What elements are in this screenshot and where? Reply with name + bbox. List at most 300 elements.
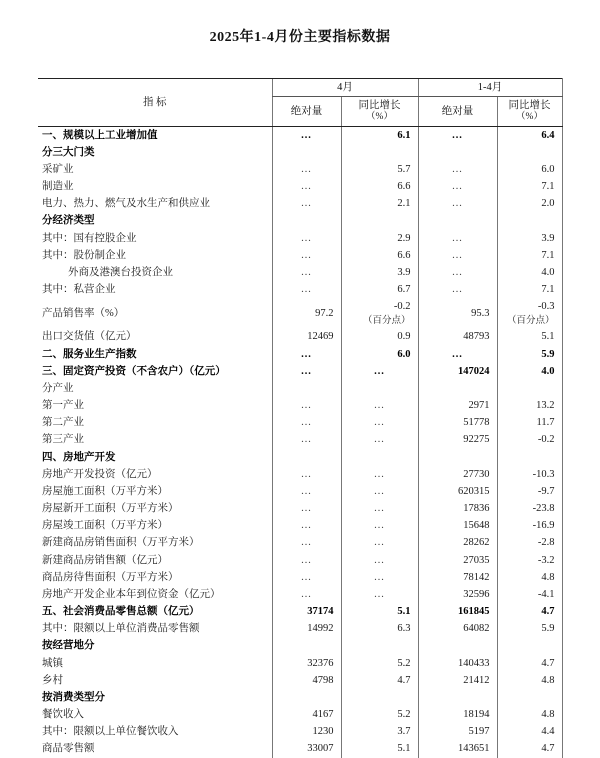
cell-cumulative-absolute [418, 449, 497, 466]
cell-cumulative-growth [497, 179, 562, 196]
cell-cumulative-growth [497, 449, 562, 466]
cell-cumulative-absolute [418, 741, 497, 758]
cell-month-absolute [272, 282, 341, 299]
cell-month-growth-value: 3.9 [397, 267, 411, 278]
cell-cumulative-growth [497, 415, 562, 432]
cell-month-growth [341, 518, 418, 535]
cell-month-growth [341, 672, 418, 689]
cell-month-growth [341, 741, 418, 758]
cell-cumulative-growth-value: 5.9 [541, 623, 555, 635]
cell-cumulative-growth-value: 6.0 [541, 163, 555, 175]
cell-month-growth-value: … [373, 588, 386, 600]
cell-month-absolute-value: 4167 [312, 709, 334, 721]
cell-cumulative-growth-value: 11.7 [536, 417, 555, 429]
cell-month-growth-value: … [373, 400, 386, 412]
column-header-growth-cumulative-unit: （%） [516, 112, 543, 123]
cell-month-absolute-value: 37174 [307, 606, 334, 618]
cell-month-absolute-value: … [300, 571, 313, 583]
cell-cumulative-growth [497, 230, 562, 247]
cell-month-absolute-value: … [300, 485, 313, 497]
table-row [38, 604, 562, 621]
table-row [38, 501, 562, 518]
cell-month-absolute-value: 4798 [312, 674, 334, 686]
cell-cumulative-absolute-value: … [451, 198, 464, 210]
cell-cumulative-absolute [418, 672, 497, 689]
cell-cumulative-growth-value: 4.0 [541, 267, 555, 278]
cell-cumulative-growth [497, 501, 562, 518]
cell-month-absolute [272, 398, 341, 415]
header-group-row [38, 79, 562, 97]
cell-month-growth-value: 5.2 [397, 657, 411, 669]
cell-cumulative-absolute [418, 518, 497, 535]
cell-cumulative-growth [497, 363, 562, 380]
cell-cumulative-absolute-value: 92275 [463, 434, 490, 446]
statistics-table-container [38, 78, 562, 758]
row-label: 乡村 [42, 674, 63, 686]
cell-month-absolute [272, 535, 341, 552]
cell-cumulative-growth [497, 724, 562, 741]
cell-cumulative-absolute [418, 689, 497, 706]
cell-cumulative-absolute [418, 144, 497, 161]
cell-cumulative-absolute [418, 247, 497, 264]
cell-cumulative-growth-value: 4.8 [541, 709, 555, 721]
cell-month-absolute-value: … [300, 434, 313, 446]
cell-month-absolute [272, 518, 341, 535]
column-header-growth-month [341, 97, 418, 127]
cell-month-growth [341, 282, 418, 299]
cell-cumulative-growth [497, 213, 562, 230]
cell-month-growth-value: … [373, 468, 386, 480]
cell-month-growth [341, 483, 418, 500]
cell-month-absolute-value: 33007 [307, 743, 334, 755]
row-label: 商品零售额 [42, 743, 95, 755]
cell-month-absolute-value: … [300, 554, 313, 566]
cell-cumulative-growth [497, 672, 562, 689]
cell-cumulative-absolute-value: 147024 [458, 365, 490, 377]
cell-cumulative-growth [497, 329, 562, 346]
cell-cumulative-growth [497, 569, 562, 586]
cell-cumulative-absolute [418, 161, 497, 178]
row-label: 四、房地产开发 [42, 451, 116, 463]
cell-cumulative-growth-value: 7.1 [541, 181, 555, 193]
row-label: 其中：私营企业 [42, 284, 116, 296]
cell-month-absolute [272, 586, 341, 603]
row-label: 城镇 [42, 657, 63, 669]
cell-month-growth-value: 6.7 [397, 284, 411, 296]
cell-month-absolute [272, 655, 341, 672]
cell-month-growth [341, 707, 418, 724]
row-label: 采矿业 [42, 163, 74, 175]
cell-cumulative-growth [497, 127, 562, 145]
cell-cumulative-growth-value: 6.4 [541, 129, 555, 141]
cell-cumulative-growth [497, 518, 562, 535]
cell-month-growth [341, 213, 418, 230]
cell-month-growth [341, 161, 418, 178]
cell-month-growth [341, 144, 418, 161]
cell-cumulative-absolute [418, 586, 497, 603]
cell-cumulative-absolute [418, 282, 497, 299]
cell-month-absolute-value: … [300, 348, 313, 360]
row-label: 房地产开发企业本年到位资金（亿元） [42, 588, 221, 600]
cell-cumulative-absolute [418, 604, 497, 621]
cell-cumulative-absolute-value: … [451, 129, 464, 141]
row-label: 其中：限额以上单位餐饮收入 [42, 726, 179, 738]
table-row [38, 569, 562, 586]
cell-month-growth-value: … [373, 503, 386, 515]
cell-cumulative-growth-unit: （百分点） [506, 315, 555, 326]
cell-month-growth [341, 535, 418, 552]
cell-month-growth-value: … [373, 571, 386, 583]
cell-month-absolute [272, 247, 341, 264]
cell-cumulative-absolute-value: 620315 [458, 485, 490, 497]
row-label: 新建商品房销售额（亿元） [42, 554, 168, 566]
table-row [38, 346, 562, 363]
row-label: 房屋竣工面积（万平方米） [42, 520, 168, 532]
cell-cumulative-absolute [418, 501, 497, 518]
table-row [38, 638, 562, 655]
column-header-absolute-cumulative [418, 97, 497, 127]
cell-month-growth [341, 363, 418, 380]
cell-cumulative-growth [497, 346, 562, 363]
cell-month-absolute-value: 1230 [312, 726, 334, 738]
cell-month-growth-value: 0.9 [397, 331, 411, 343]
cell-month-absolute [272, 432, 341, 449]
cell-cumulative-absolute-value: 27730 [463, 468, 490, 480]
cell-cumulative-absolute [418, 552, 497, 569]
cell-month-growth-value: 2.9 [397, 232, 411, 244]
cell-month-absolute-value: 12469 [307, 331, 334, 343]
cell-cumulative-absolute-value: 5197 [468, 726, 490, 738]
cell-month-absolute [272, 265, 341, 282]
cell-month-growth [341, 380, 418, 397]
table-row [38, 380, 562, 397]
table-row [38, 449, 562, 466]
cell-month-growth-unit: （百分点） [362, 315, 411, 326]
cell-month-growth-value: 4.7 [397, 674, 411, 686]
cell-cumulative-absolute-value: 27035 [463, 554, 490, 566]
cell-cumulative-growth-value: 4.0 [541, 365, 555, 377]
cell-cumulative-growth [497, 282, 562, 299]
cell-cumulative-absolute [418, 655, 497, 672]
row-label: 外商及港澳台投资企业 [68, 267, 173, 278]
cell-cumulative-growth-value: -0.3 [537, 301, 555, 313]
cell-cumulative-growth-value: 4.8 [541, 674, 555, 686]
cell-month-absolute [272, 689, 341, 706]
cell-cumulative-growth-value: -10.3 [532, 468, 555, 480]
cell-month-absolute [272, 604, 341, 621]
cell-cumulative-growth [497, 247, 562, 264]
cell-cumulative-absolute [418, 707, 497, 724]
cell-cumulative-absolute [418, 724, 497, 741]
cell-cumulative-growth [497, 638, 562, 655]
row-label: 新建商品房销售面积（万平方米） [42, 537, 200, 549]
table-body [38, 127, 562, 758]
table-row [38, 741, 562, 758]
table-row [38, 179, 562, 196]
cell-cumulative-growth [497, 552, 562, 569]
cell-month-growth-value: 5.7 [397, 163, 411, 175]
cell-month-absolute-value: … [300, 520, 313, 532]
cell-cumulative-growth [497, 586, 562, 603]
cell-month-growth [341, 449, 418, 466]
table-row [38, 127, 562, 145]
cell-cumulative-growth-value: -3.2 [537, 554, 555, 566]
column-header-indicator: 指 标 [38, 79, 272, 127]
table-row [38, 552, 562, 569]
cell-month-growth-value: … [373, 537, 386, 549]
table-row [38, 299, 562, 329]
row-label: 产品销售率（%） [42, 307, 125, 319]
cell-cumulative-absolute-value: 64082 [463, 623, 490, 635]
cell-cumulative-absolute-value: … [451, 249, 464, 261]
cell-month-growth [341, 569, 418, 586]
table-row [38, 161, 562, 178]
cell-cumulative-growth [497, 265, 562, 282]
cell-month-absolute [272, 621, 341, 638]
cell-cumulative-growth-value: -23.8 [532, 503, 555, 515]
cell-month-growth [341, 501, 418, 518]
cell-month-absolute [272, 741, 341, 758]
row-label: 第二产业 [42, 417, 84, 429]
cell-month-growth-value: … [373, 434, 386, 446]
table-row [38, 655, 562, 672]
cell-cumulative-absolute [418, 299, 497, 329]
column-header-growth-month-unit: （%） [366, 112, 393, 123]
cell-month-growth-value: 3.7 [397, 726, 411, 738]
table-row [38, 247, 562, 264]
row-label: 按消费类型分 [42, 691, 105, 703]
cell-month-growth-value: … [373, 365, 386, 377]
row-label: 分经济类型 [42, 215, 95, 227]
cell-cumulative-absolute-value: … [451, 181, 464, 193]
row-label: 电力、热力、燃气及水生产和供应业 [42, 198, 210, 210]
cell-cumulative-growth [497, 655, 562, 672]
cell-cumulative-growth-value: 4.7 [541, 606, 555, 618]
cell-month-absolute [272, 144, 341, 161]
cell-cumulative-absolute [418, 398, 497, 415]
cell-month-growth [341, 724, 418, 741]
table-row [38, 363, 562, 380]
cell-cumulative-absolute-value: 140433 [458, 657, 490, 669]
cell-month-absolute-value: … [300, 249, 313, 261]
cell-month-absolute-value: 97.2 [315, 307, 334, 319]
row-label: 商品房待售面积（万平方米） [42, 571, 179, 583]
cell-month-growth [341, 346, 418, 363]
table-row [38, 230, 562, 247]
row-label: 其中：股份制企业 [42, 249, 126, 261]
column-header-absolute-cumulative-label: 绝对量 [441, 106, 474, 118]
row-label: 分产业 [42, 382, 74, 394]
cell-cumulative-growth-value: 4.8 [541, 571, 555, 583]
cell-cumulative-absolute [418, 380, 497, 397]
cell-cumulative-growth-value: -4.1 [537, 588, 555, 600]
cell-month-absolute [272, 363, 341, 380]
cell-cumulative-growth [497, 689, 562, 706]
row-label: 第一产业 [42, 400, 84, 412]
row-label: 制造业 [42, 181, 74, 193]
cell-month-growth-value: 5.1 [397, 606, 411, 618]
cell-month-growth-value: 6.3 [397, 623, 411, 635]
cell-cumulative-absolute-value: … [451, 267, 464, 278]
cell-cumulative-growth-value: 2.0 [541, 198, 555, 210]
cell-month-growth-value: … [373, 485, 386, 497]
cell-cumulative-absolute-value: … [451, 348, 464, 360]
cell-month-growth-value: 5.1 [397, 743, 411, 755]
cell-month-absolute-value: … [300, 129, 313, 141]
cell-month-absolute [272, 380, 341, 397]
cell-cumulative-growth [497, 741, 562, 758]
cell-month-absolute [272, 724, 341, 741]
cell-cumulative-absolute-value: … [451, 163, 464, 175]
cell-cumulative-growth [497, 432, 562, 449]
cell-month-growth [341, 586, 418, 603]
cell-cumulative-absolute-value: 51778 [463, 417, 490, 429]
cell-month-growth [341, 655, 418, 672]
cell-month-absolute-value: … [300, 400, 313, 412]
column-header-growth-cumulative-label: 同比增长 [508, 100, 551, 112]
cell-month-absolute-value: … [300, 365, 313, 377]
table-row [38, 432, 562, 449]
cell-cumulative-absolute-value: 32596 [463, 588, 490, 600]
row-label: 五、社会消费品零售总额（亿元） [42, 606, 200, 618]
cell-cumulative-absolute-value: 48793 [463, 331, 490, 343]
page-title: 2025年1-4月份主要指标数据 [209, 30, 391, 45]
column-header-growth-month-label: 同比增长 [358, 100, 401, 112]
cell-cumulative-absolute-value: 143651 [458, 743, 490, 755]
cell-month-growth [341, 604, 418, 621]
cell-cumulative-growth [497, 604, 562, 621]
cell-cumulative-absolute [418, 621, 497, 638]
cell-cumulative-absolute [418, 569, 497, 586]
cell-cumulative-growth-value: 7.1 [541, 284, 555, 296]
cell-cumulative-absolute-value: 161845 [458, 606, 490, 618]
cell-month-absolute-value: … [300, 163, 313, 175]
cell-month-absolute [272, 466, 341, 483]
cell-cumulative-growth-value: 7.1 [541, 249, 555, 261]
cell-month-growth [341, 265, 418, 282]
cell-month-absolute [272, 638, 341, 655]
cell-month-growth-value: 6.6 [397, 249, 411, 261]
cell-month-growth [341, 552, 418, 569]
cell-month-absolute-value: … [300, 503, 313, 515]
column-header-group-cumulative: 1-4月 [418, 79, 562, 97]
cell-month-growth-value: -0.2 [393, 301, 411, 313]
cell-month-growth-value: 5.2 [397, 709, 411, 721]
cell-cumulative-absolute [418, 535, 497, 552]
cell-month-growth-value: 6.6 [397, 181, 411, 193]
cell-cumulative-absolute [418, 432, 497, 449]
table-row [38, 586, 562, 603]
cell-cumulative-growth [497, 707, 562, 724]
cell-month-growth [341, 329, 418, 346]
cell-month-growth [341, 127, 418, 145]
table-row [38, 466, 562, 483]
cell-cumulative-growth-value: 5.1 [541, 331, 555, 343]
table-row [38, 535, 562, 552]
main-indicators-table [38, 78, 563, 758]
cell-cumulative-absolute-value: 95.3 [471, 307, 490, 319]
cell-cumulative-growth-value: 4.7 [541, 743, 555, 755]
row-label: 房地产开发投资（亿元） [42, 468, 158, 480]
cell-cumulative-absolute-value: 18194 [463, 709, 490, 721]
cell-cumulative-growth-value: 3.9 [541, 232, 555, 244]
cell-cumulative-absolute [418, 213, 497, 230]
cell-month-absolute-value: … [300, 267, 313, 278]
cell-month-absolute [272, 449, 341, 466]
cell-month-absolute [272, 299, 341, 329]
table-row [38, 265, 562, 282]
table-row [38, 483, 562, 500]
cell-cumulative-absolute [418, 415, 497, 432]
cell-cumulative-absolute-value: … [451, 232, 464, 244]
cell-cumulative-absolute [418, 363, 497, 380]
cell-cumulative-absolute [418, 230, 497, 247]
cell-month-absolute-value: 32376 [307, 657, 334, 669]
cell-cumulative-growth-value: 13.2 [536, 400, 555, 412]
cell-cumulative-growth [497, 466, 562, 483]
cell-month-absolute-value: … [300, 537, 313, 549]
cell-month-absolute [272, 483, 341, 500]
cell-cumulative-absolute [418, 483, 497, 500]
row-label: 餐饮收入 [42, 709, 84, 721]
cell-month-absolute-value: … [300, 198, 313, 210]
cell-month-absolute-value: … [300, 284, 313, 296]
cell-month-absolute [272, 672, 341, 689]
cell-month-growth [341, 230, 418, 247]
cell-month-absolute [272, 552, 341, 569]
cell-month-growth-value: 6.1 [397, 129, 411, 141]
cell-month-growth [341, 466, 418, 483]
cell-cumulative-growth [497, 483, 562, 500]
table-row [38, 196, 562, 213]
cell-cumulative-absolute-value: 17836 [463, 503, 490, 515]
table-row [38, 672, 562, 689]
cell-month-growth [341, 179, 418, 196]
cell-month-absolute [272, 230, 341, 247]
cell-month-growth-value: … [373, 554, 386, 566]
table-row [38, 518, 562, 535]
row-label: 其中：限额以上单位消费品零售额 [42, 623, 200, 635]
cell-month-absolute-value: 14992 [307, 623, 334, 635]
cell-cumulative-growth [497, 621, 562, 638]
cell-month-growth [341, 432, 418, 449]
cell-month-absolute-value: … [300, 417, 313, 429]
cell-month-growth [341, 247, 418, 264]
cell-month-absolute [272, 569, 341, 586]
row-label: 房屋施工面积（万平方米） [42, 485, 168, 497]
table-row [38, 213, 562, 230]
cell-cumulative-absolute-value: 78142 [463, 571, 490, 583]
cell-cumulative-growth [497, 161, 562, 178]
cell-cumulative-growth [497, 535, 562, 552]
cell-month-growth [341, 638, 418, 655]
cell-month-absolute-value: … [300, 468, 313, 480]
cell-month-growth [341, 415, 418, 432]
row-label: 出口交货值（亿元） [42, 331, 137, 343]
table-row [38, 415, 562, 432]
cell-month-absolute-value: … [300, 181, 313, 193]
column-header-absolute-month [272, 97, 341, 127]
cell-cumulative-growth-value: 4.4 [541, 726, 555, 738]
cell-cumulative-absolute [418, 346, 497, 363]
column-header-growth-cumulative [497, 97, 562, 127]
cell-cumulative-absolute [418, 466, 497, 483]
table-row [38, 329, 562, 346]
cell-cumulative-growth-value: -9.7 [537, 485, 555, 497]
table-row [38, 689, 562, 706]
cell-month-absolute [272, 213, 341, 230]
cell-cumulative-absolute [418, 638, 497, 655]
